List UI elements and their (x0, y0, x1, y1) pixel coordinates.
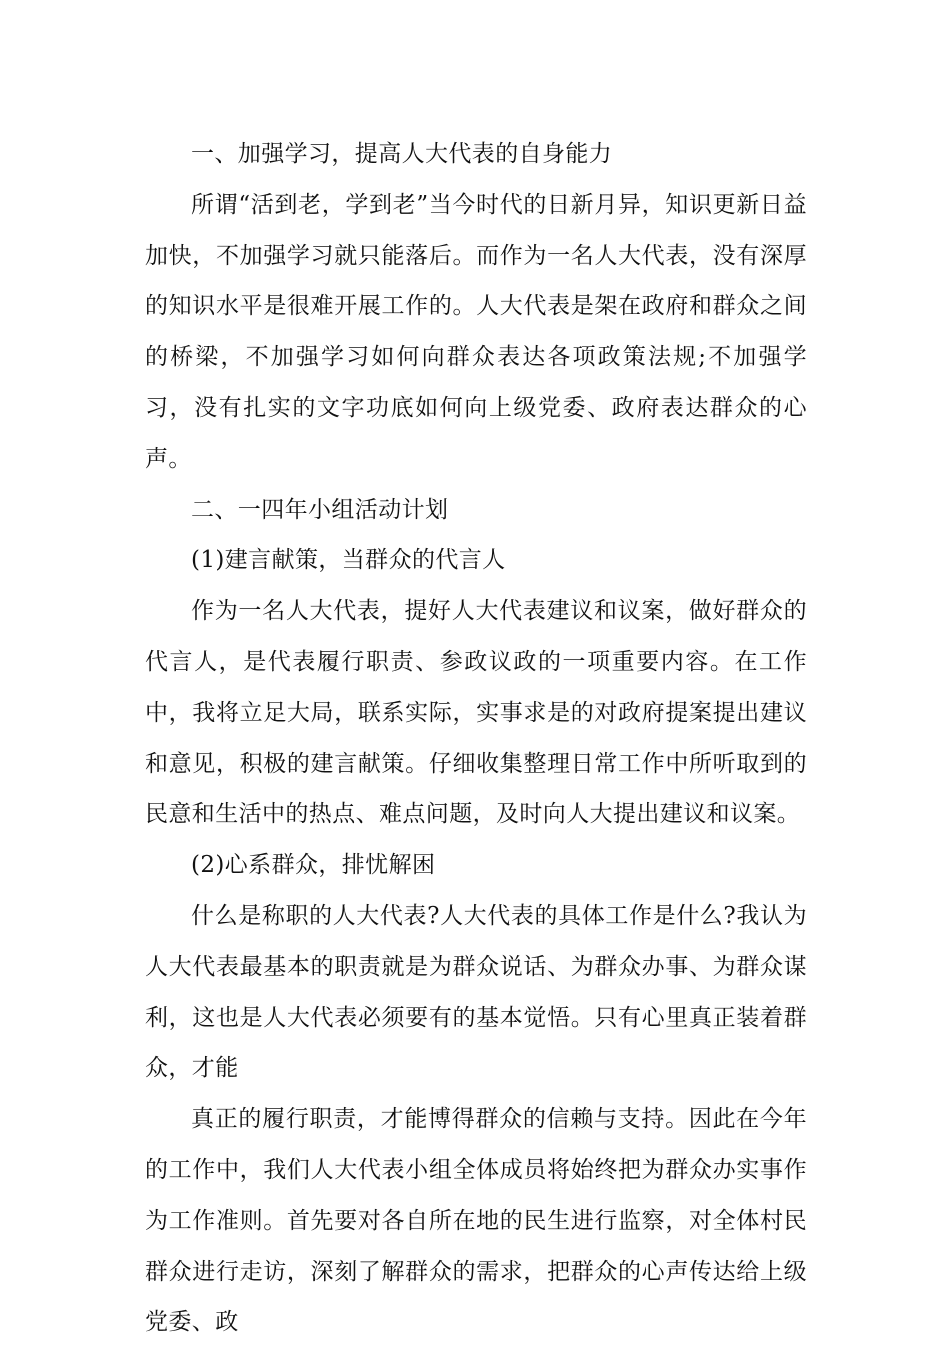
paragraph-care: 什么是称职的人大代表?人大代表的具体工作是什么?我认为人大代表最基本的职责就是为群众说话、为群众办事、为群众谋利，这也是人大代表必须要有的基本觉悟。只有心里真正装着群众，才能 (145, 902, 807, 1082)
paragraph-study: 所谓“活到老，学到老”当今时代的日新月异，知识更新日益加快，不加强学习就只能落后。而作为一名人大代表，没有深厚的知识水平是很难开展工作的。人大代表是架在政府和群众之间的桥梁，不加强学习如何向群众表达各项政策法规;不加强学习，没有扎实的文字功底如何向上级党委、政府表达群众的心声。 (145, 191, 807, 472)
paragraph-advice: 作为一名人大代表，提好人大代表建议和议案，做好群众的代言人，是代表履行职责、参政议政的一项重要内容。在工作中，我将立足大局，联系实际，实事求是的对政府提案提出建议和意见，积极的建言献策。仔细收集整理日常工作中所听取到的民意和生活中的热点、难点问题，及时向人大提出建议和议案。 (145, 598, 807, 828)
document-body (145, 129, 807, 1348)
subheading-care: (2)心系群众，排忧解困 (191, 852, 436, 879)
paragraph-duty: 真正的履行职责，才能博得群众的信赖与支持。因此在今年的工作中，我们人大代表小组全体成员将始终把为群众办实事作为工作准则。首先要对各自所在地的民生进行监察，对全体村民群众进行走访，深刻了解群众的需求，把群众的心声传达给上级党委、政 (145, 1106, 807, 1336)
subheading-advice: (1)建言献策，当群众的代言人 (191, 547, 506, 574)
section-heading-plan: 二、一四年小组活动计划 (191, 496, 449, 523)
section-heading-study: 一、加强学习，提高人大代表的自身能力 (191, 141, 613, 167)
